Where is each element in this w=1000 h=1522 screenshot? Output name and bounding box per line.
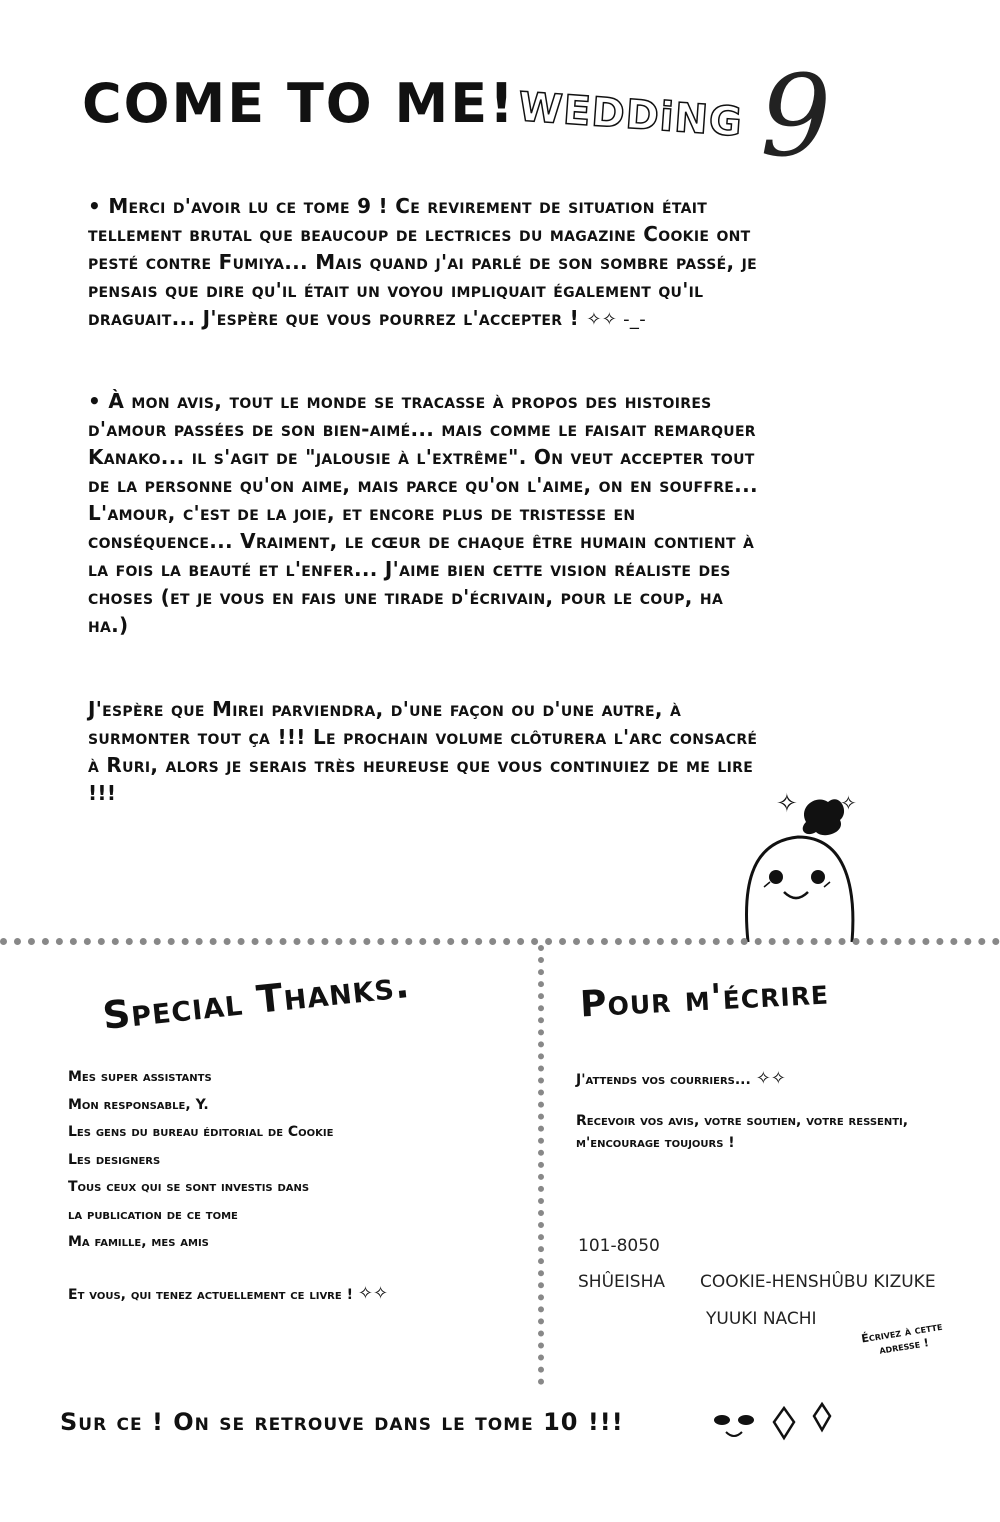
write-intro <box>576 1068 786 1089</box>
list-item: Les designers <box>68 1151 161 1168</box>
sparkle-icon: ✧✧ <box>755 1068 786 1089</box>
postal-code: 101-8050 <box>578 1236 660 1256</box>
write-to-me-heading: Pour m'écrire <box>579 971 830 1026</box>
special-thanks-heading: Special Thanks. <box>100 961 413 1039</box>
note-paragraph-2: • À mon avis, tout le monde se tracasse à propos des histoires d'amour passées de son bien-aimé... mais comme le faisait remarquer Kanako... il s'agit de "jalousie à l'extrême". On veut accepter tout de la personne qu'on aime, mais parce qu'on l'aime, on en souffre... L'amour, c'est de la joie, et encore plus de tristesse en conséquence... Vraiment, le cœur de chaque être humain contient à la fois la beauté et l'enfer... J'aime bien cette vision réaliste des choses (et je vous en fais une tirade d'écrivain, pour le coup, ha ha.) <box>88 389 758 637</box>
closing-line: Sur ce ! On se retrouve dans le tome 10 !!! <box>60 1408 624 1436</box>
horizontal-divider <box>0 938 1000 945</box>
thanks-reader-line <box>68 1283 388 1304</box>
volume-number: 9 <box>760 52 832 182</box>
list-item: la publication de ce tome <box>68 1206 238 1223</box>
list-item: Mes super assistants <box>68 1069 212 1085</box>
page-title: COME TO ME! <box>82 72 516 135</box>
intro-text: J'attends vos courriers... <box>576 1072 751 1088</box>
sparkle-icon: ✧✧ <box>357 1283 389 1304</box>
list-item: Tous ceux qui se sont investis dans <box>68 1179 310 1195</box>
publisher-name: SHÛEISHA <box>578 1272 665 1292</box>
list-item: Les gens du bureau éditorial de Cookie <box>68 1124 334 1140</box>
note-paragraph-1 <box>88 192 760 334</box>
note-paragraph-3: J'espère que Mirei parviendra, d'une façon ou d'une autre, à surmonter tout ça !!! Le prochain volume clôturera l'arc consacré à Ruri, alors je serais très heureuse que vous continuiez de me lire !!! <box>88 697 758 805</box>
author-name: YUUKI NACHI <box>706 1309 817 1329</box>
svg-text:✧: ✧ <box>776 789 798 819</box>
reader-text: Et vous, qui tenez actuellement ce livre ! <box>68 1287 353 1303</box>
list-item: Mon responsable, Y. <box>68 1096 209 1113</box>
series-subtitle: WEDDiNG <box>516 84 745 146</box>
list-item: Ma famille, mes amis <box>68 1234 209 1250</box>
svg-text:✧: ✧ <box>840 791 857 815</box>
special-thanks-list <box>68 1064 333 1257</box>
write-body: Recevoir vos avis, votre soutien, votre ressenti, m'encourage toujours ! <box>576 1113 909 1151</box>
sparkle-icon: ✧✧ -_- <box>586 309 647 330</box>
mascot-illustration <box>728 782 868 942</box>
address-note: Écrivez à cette adresse ! <box>860 1319 944 1357</box>
department-name: COOKIE-HENSHÛBU KIZUKE <box>700 1272 936 1292</box>
paragraph-text: • Merci d'avoir lu ce tome 9 ! Ce revirement de situation était tellement brutal que beaucoup de lectrices du magazine Cookie ont pesté contre Fumiya... Mais quand j'ai parlé de son sombre passé, je pensais que dire qu'il était un voyou impliquait également qu'il draguait... J'espère que vous pourrez l'accepter ! <box>88 194 757 330</box>
smiley-doodle-icon <box>704 1400 844 1450</box>
vertical-divider <box>538 945 544 1385</box>
